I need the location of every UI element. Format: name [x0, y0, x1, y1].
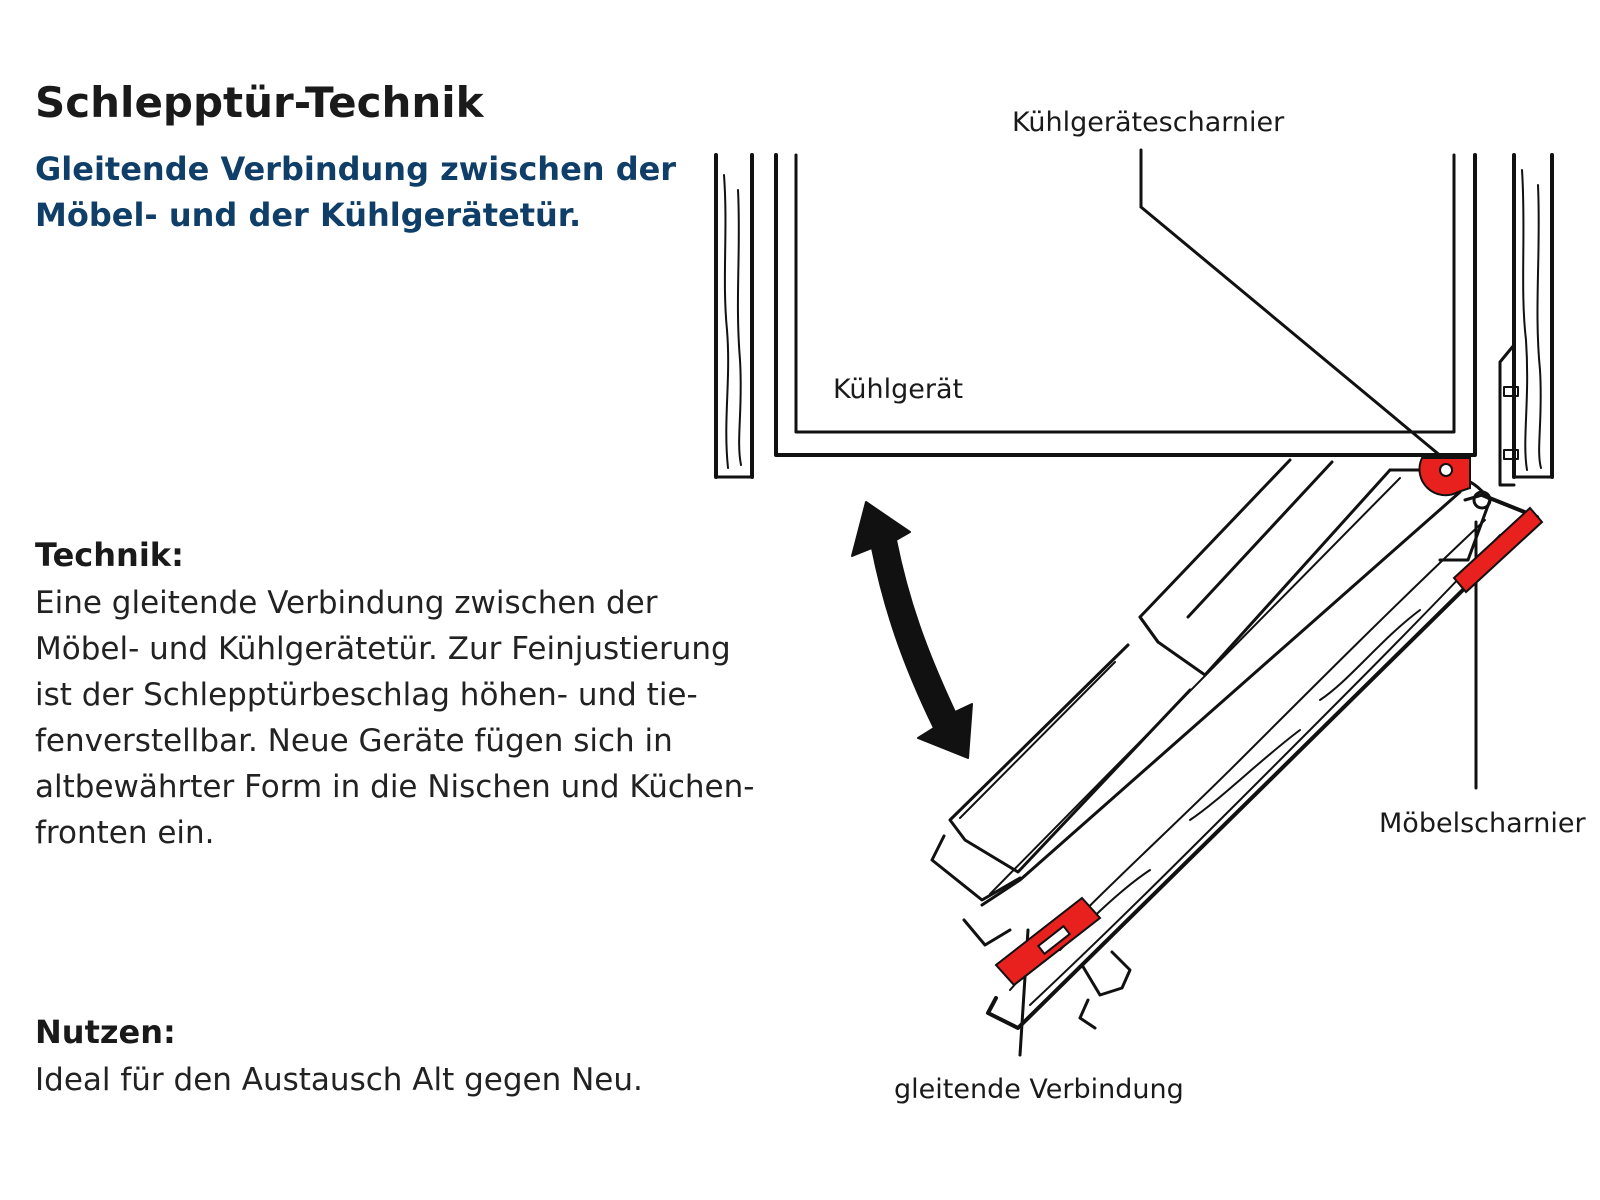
technik-line: altbewährter Form in die Nischen und Küchen- — [35, 769, 755, 805]
appliance-body — [776, 155, 1475, 455]
technik-line: ist der Schlepptürbeschlag höhen- und tie- — [35, 677, 698, 713]
page-title: Schlepptür-Technik — [35, 78, 484, 127]
label-sliding: gleitende Verbindung — [894, 1074, 1184, 1105]
furniture-hinge-highlight — [1454, 508, 1542, 592]
cabinet-wall-right — [1514, 155, 1552, 477]
furniture-hinge-arm — [1440, 478, 1490, 788]
leader-hinge-appliance-diag — [1141, 207, 1448, 462]
furniture-door — [988, 495, 1537, 1028]
technik-line: Möbel- und Kühlgerätetür. Zur Feinjustierung — [35, 631, 731, 667]
technik-line: fenverstellbar. Neue Geräte fügen sich in — [35, 723, 673, 759]
technik-heading: Technik: — [35, 536, 184, 574]
double-arrow-icon — [852, 502, 972, 758]
technik-line: Eine gleitende Verbindung zwischen der — [35, 585, 658, 621]
label-hinge-appliance: Kühlgerätescharnier — [1012, 107, 1285, 138]
technik-line: fronten ein. — [35, 815, 215, 851]
label-hinge-furniture: Möbelscharnier — [1379, 808, 1586, 839]
cabinet-wall-left — [716, 155, 752, 477]
nutzen-description: Ideal für den Austausch Alt gegen Neu. — [35, 1062, 643, 1098]
appliance-door — [932, 460, 1460, 945]
page-subtitle: Gleitende Verbindung zwischen der Möbel- und der Kühlgerätetür. — [35, 150, 677, 234]
label-appliance: Kühlgerät — [833, 374, 964, 405]
nutzen-heading: Nutzen: — [35, 1013, 176, 1051]
